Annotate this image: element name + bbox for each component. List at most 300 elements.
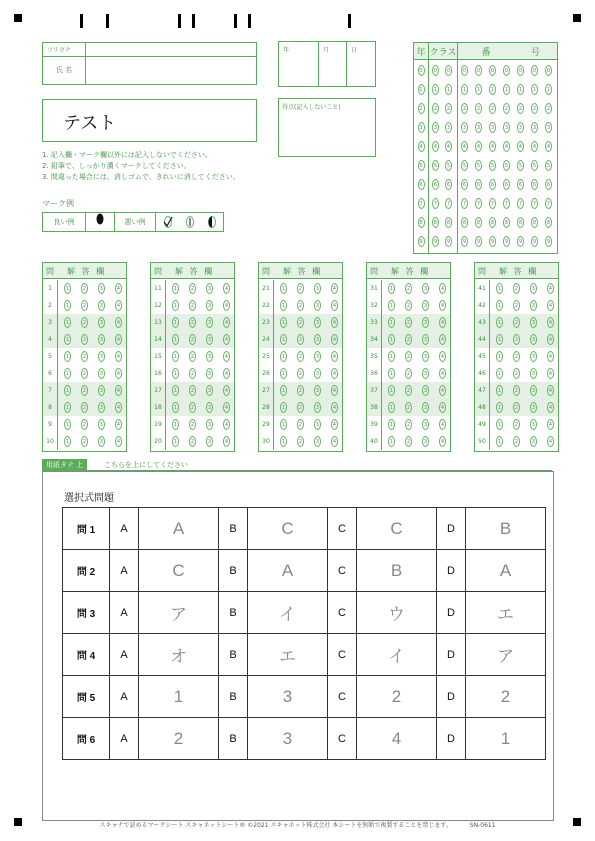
id-digit-bubble[interactable]: 4 bbox=[531, 141, 538, 152]
answer-bubble[interactable]: 4 bbox=[547, 300, 554, 311]
id-digit-bubble[interactable]: 4 bbox=[445, 141, 452, 152]
answer-bubble[interactable]: 4 bbox=[331, 317, 338, 328]
id-digit-bubble[interactable]: 8 bbox=[517, 217, 524, 228]
answer-bubble[interactable]: 4 bbox=[331, 334, 338, 345]
answer-bubble[interactable]: 4 bbox=[223, 334, 230, 345]
answer-bubble[interactable]: 4 bbox=[439, 419, 446, 430]
answer-bubble[interactable]: 2 bbox=[513, 402, 520, 413]
id-digit-bubble[interactable]: 3 bbox=[418, 122, 425, 133]
answer-bubble[interactable]: 2 bbox=[297, 351, 304, 362]
answer-bubble[interactable]: 2 bbox=[81, 317, 88, 328]
answer-bubble[interactable]: 1 bbox=[64, 368, 71, 379]
id-digit-bubble[interactable]: 3 bbox=[517, 122, 524, 133]
id-digit-bubble[interactable]: 6 bbox=[432, 179, 439, 190]
answer-bubble[interactable]: 3 bbox=[98, 368, 105, 379]
answer-bubble[interactable]: 2 bbox=[189, 402, 196, 413]
id-digit-bubble[interactable]: 7 bbox=[475, 198, 482, 209]
id-digit-bubble[interactable]: 0 bbox=[545, 65, 552, 76]
answer-bubble[interactable]: 1 bbox=[64, 317, 71, 328]
answer-bubble[interactable]: 3 bbox=[206, 283, 213, 294]
answer-bubble[interactable]: 3 bbox=[530, 402, 537, 413]
answer-bubble[interactable]: 3 bbox=[206, 300, 213, 311]
answer-bubble[interactable]: 1 bbox=[280, 283, 287, 294]
answer-bubble[interactable]: 3 bbox=[530, 436, 537, 447]
answer-bubble[interactable]: 4 bbox=[223, 419, 230, 430]
answer-bubble[interactable]: 3 bbox=[530, 351, 537, 362]
answer-bubble[interactable]: 4 bbox=[547, 402, 554, 413]
id-digit-bubble[interactable]: 3 bbox=[531, 122, 538, 133]
id-digit-bubble[interactable]: 0 bbox=[445, 65, 452, 76]
answer-bubble[interactable]: 3 bbox=[98, 334, 105, 345]
id-digit-bubble[interactable]: 5 bbox=[517, 160, 524, 171]
id-digit-bubble[interactable]: 4 bbox=[517, 141, 524, 152]
answer-bubble[interactable]: 3 bbox=[530, 334, 537, 345]
id-digit-bubble[interactable]: 1 bbox=[503, 84, 510, 95]
answer-bubble[interactable]: 1 bbox=[496, 334, 503, 345]
id-digit-bubble[interactable]: 9 bbox=[517, 236, 524, 247]
answer-bubble[interactable]: 4 bbox=[115, 385, 122, 396]
id-digit-bubble[interactable]: 7 bbox=[418, 198, 425, 209]
answer-bubble[interactable]: 1 bbox=[172, 419, 179, 430]
answer-bubble[interactable]: 4 bbox=[547, 368, 554, 379]
answer-bubble[interactable]: 1 bbox=[64, 419, 71, 430]
answer-bubble[interactable]: 4 bbox=[223, 385, 230, 396]
id-digit-bubble[interactable]: 4 bbox=[545, 141, 552, 152]
answer-bubble[interactable]: 1 bbox=[172, 283, 179, 294]
answer-bubble[interactable]: 1 bbox=[172, 317, 179, 328]
answer-bubble[interactable]: 1 bbox=[388, 317, 395, 328]
answer-bubble[interactable]: 1 bbox=[64, 300, 71, 311]
answer-bubble[interactable]: 3 bbox=[206, 419, 213, 430]
answer-bubble[interactable]: 1 bbox=[172, 402, 179, 413]
answer-bubble[interactable]: 1 bbox=[388, 368, 395, 379]
answer-bubble[interactable]: 4 bbox=[115, 368, 122, 379]
id-digit-bubble[interactable]: 7 bbox=[489, 198, 496, 209]
answer-bubble[interactable]: 3 bbox=[530, 419, 537, 430]
id-digit-bubble[interactable]: 1 bbox=[445, 84, 452, 95]
answer-bubble[interactable]: 2 bbox=[189, 283, 196, 294]
id-digit-bubble[interactable]: 3 bbox=[489, 122, 496, 133]
answer-bubble[interactable]: 1 bbox=[64, 436, 71, 447]
answer-bubble[interactable]: 3 bbox=[206, 436, 213, 447]
answer-bubble[interactable]: 3 bbox=[98, 436, 105, 447]
answer-bubble[interactable]: 2 bbox=[81, 283, 88, 294]
answer-bubble[interactable]: 4 bbox=[331, 351, 338, 362]
answer-bubble[interactable]: 2 bbox=[81, 334, 88, 345]
answer-bubble[interactable]: 4 bbox=[439, 436, 446, 447]
answer-bubble[interactable]: 2 bbox=[189, 436, 196, 447]
answer-bubble[interactable]: 3 bbox=[98, 419, 105, 430]
date-field[interactable] bbox=[278, 41, 376, 87]
answer-bubble[interactable]: 1 bbox=[388, 385, 395, 396]
id-digit-bubble[interactable]: 3 bbox=[461, 122, 468, 133]
id-digit-bubble[interactable]: 5 bbox=[489, 160, 496, 171]
id-digit-bubble[interactable]: 8 bbox=[461, 217, 468, 228]
answer-bubble[interactable]: 1 bbox=[388, 300, 395, 311]
answer-bubble[interactable]: 2 bbox=[81, 368, 88, 379]
answer-bubble[interactable]: 2 bbox=[513, 385, 520, 396]
answer-bubble[interactable]: 4 bbox=[439, 300, 446, 311]
answer-bubble[interactable]: 1 bbox=[280, 436, 287, 447]
answer-bubble[interactable]: 2 bbox=[189, 317, 196, 328]
answer-bubble[interactable]: 3 bbox=[98, 402, 105, 413]
answer-bubble[interactable]: 1 bbox=[280, 351, 287, 362]
answer-bubble[interactable]: 2 bbox=[81, 419, 88, 430]
answer-bubble[interactable]: 1 bbox=[280, 419, 287, 430]
answer-bubble[interactable]: 1 bbox=[172, 436, 179, 447]
answer-bubble[interactable]: 4 bbox=[223, 283, 230, 294]
answer-bubble[interactable]: 3 bbox=[422, 317, 429, 328]
id-digit-bubble[interactable]: 8 bbox=[475, 217, 482, 228]
answer-bubble[interactable]: 4 bbox=[547, 334, 554, 345]
answer-bubble[interactable]: 3 bbox=[422, 419, 429, 430]
id-digit-bubble[interactable]: 8 bbox=[545, 217, 552, 228]
id-digit-bubble[interactable]: 5 bbox=[418, 160, 425, 171]
id-digit-bubble[interactable]: 1 bbox=[475, 84, 482, 95]
answer-bubble[interactable]: 4 bbox=[115, 300, 122, 311]
answer-bubble[interactable]: 1 bbox=[496, 368, 503, 379]
answer-bubble[interactable]: 4 bbox=[223, 368, 230, 379]
answer-bubble[interactable]: 3 bbox=[422, 402, 429, 413]
id-digit-bubble[interactable]: 2 bbox=[503, 103, 510, 114]
answer-bubble[interactable]: 1 bbox=[64, 402, 71, 413]
id-digit-bubble[interactable]: 6 bbox=[531, 179, 538, 190]
answer-bubble[interactable]: 2 bbox=[189, 351, 196, 362]
answer-bubble[interactable]: 3 bbox=[314, 368, 321, 379]
answer-bubble[interactable]: 3 bbox=[422, 385, 429, 396]
id-digit-bubble[interactable]: 4 bbox=[489, 141, 496, 152]
answer-bubble[interactable]: 2 bbox=[405, 283, 412, 294]
id-digit-bubble[interactable]: 0 bbox=[489, 65, 496, 76]
answer-bubble[interactable]: 1 bbox=[388, 351, 395, 362]
answer-bubble[interactable]: 2 bbox=[513, 334, 520, 345]
id-digit-bubble[interactable]: 5 bbox=[461, 160, 468, 171]
answer-bubble[interactable]: 3 bbox=[422, 436, 429, 447]
answer-bubble[interactable]: 4 bbox=[223, 351, 230, 362]
id-digit-bubble[interactable]: 5 bbox=[432, 160, 439, 171]
name-field[interactable] bbox=[42, 56, 257, 85]
answer-bubble[interactable]: 2 bbox=[513, 368, 520, 379]
answer-bubble[interactable]: 1 bbox=[64, 334, 71, 345]
id-digit-bubble[interactable]: 3 bbox=[545, 122, 552, 133]
answer-bubble[interactable]: 2 bbox=[513, 300, 520, 311]
answer-bubble[interactable]: 2 bbox=[297, 419, 304, 430]
id-digit-bubble[interactable]: 9 bbox=[475, 236, 482, 247]
id-digit-bubble[interactable]: 6 bbox=[503, 179, 510, 190]
answer-bubble[interactable]: 3 bbox=[314, 402, 321, 413]
id-digit-bubble[interactable]: 0 bbox=[461, 65, 468, 76]
answer-bubble[interactable]: 2 bbox=[405, 436, 412, 447]
id-digit-bubble[interactable]: 8 bbox=[531, 217, 538, 228]
id-digit-bubble[interactable]: 3 bbox=[503, 122, 510, 133]
id-digit-bubble[interactable]: 7 bbox=[461, 198, 468, 209]
answer-bubble[interactable]: 2 bbox=[405, 317, 412, 328]
answer-bubble[interactable]: 4 bbox=[331, 402, 338, 413]
id-digit-bubble[interactable]: 0 bbox=[418, 65, 425, 76]
id-digit-bubble[interactable]: 9 bbox=[461, 236, 468, 247]
id-digit-bubble[interactable]: 2 bbox=[531, 103, 538, 114]
id-digit-bubble[interactable]: 2 bbox=[461, 103, 468, 114]
answer-bubble[interactable]: 4 bbox=[547, 419, 554, 430]
id-digit-bubble[interactable]: 1 bbox=[531, 84, 538, 95]
id-digit-bubble[interactable]: 0 bbox=[503, 65, 510, 76]
answer-bubble[interactable]: 2 bbox=[405, 368, 412, 379]
answer-bubble[interactable]: 3 bbox=[530, 300, 537, 311]
answer-bubble[interactable]: 3 bbox=[98, 317, 105, 328]
answer-bubble[interactable]: 3 bbox=[422, 368, 429, 379]
answer-bubble[interactable]: 1 bbox=[64, 385, 71, 396]
answer-bubble[interactable]: 3 bbox=[530, 283, 537, 294]
answer-bubble[interactable]: 4 bbox=[439, 317, 446, 328]
id-digit-bubble[interactable]: 4 bbox=[475, 141, 482, 152]
answer-bubble[interactable]: 1 bbox=[64, 351, 71, 362]
furigana-field[interactable] bbox=[42, 42, 257, 57]
answer-bubble[interactable]: 3 bbox=[314, 334, 321, 345]
answer-bubble[interactable]: 1 bbox=[172, 300, 179, 311]
answer-bubble[interactable]: 3 bbox=[98, 300, 105, 311]
answer-bubble[interactable]: 3 bbox=[98, 385, 105, 396]
answer-bubble[interactable]: 3 bbox=[206, 368, 213, 379]
id-digit-bubble[interactable]: 7 bbox=[432, 198, 439, 209]
answer-bubble[interactable]: 3 bbox=[206, 385, 213, 396]
answer-bubble[interactable]: 3 bbox=[422, 283, 429, 294]
answer-bubble[interactable]: 3 bbox=[314, 436, 321, 447]
answer-bubble[interactable]: 1 bbox=[280, 385, 287, 396]
id-digit-bubble[interactable]: 8 bbox=[489, 217, 496, 228]
id-digit-bubble[interactable]: 6 bbox=[489, 179, 496, 190]
answer-bubble[interactable]: 2 bbox=[189, 385, 196, 396]
answer-bubble[interactable]: 3 bbox=[98, 351, 105, 362]
id-digit-bubble[interactable]: 6 bbox=[475, 179, 482, 190]
answer-bubble[interactable]: 1 bbox=[280, 334, 287, 345]
answer-bubble[interactable]: 2 bbox=[513, 351, 520, 362]
id-digit-bubble[interactable]: 2 bbox=[432, 103, 439, 114]
answer-bubble[interactable]: 2 bbox=[405, 419, 412, 430]
answer-bubble[interactable]: 3 bbox=[530, 368, 537, 379]
answer-bubble[interactable]: 4 bbox=[331, 283, 338, 294]
answer-bubble[interactable]: 2 bbox=[81, 402, 88, 413]
answer-bubble[interactable]: 3 bbox=[530, 385, 537, 396]
answer-bubble[interactable]: 1 bbox=[496, 436, 503, 447]
id-digit-bubble[interactable]: 5 bbox=[531, 160, 538, 171]
id-digit-bubble[interactable]: 3 bbox=[445, 122, 452, 133]
answer-bubble[interactable]: 4 bbox=[223, 402, 230, 413]
id-digit-bubble[interactable]: 8 bbox=[418, 217, 425, 228]
answer-bubble[interactable]: 3 bbox=[530, 317, 537, 328]
answer-bubble[interactable]: 3 bbox=[314, 351, 321, 362]
id-digit-bubble[interactable]: 5 bbox=[503, 160, 510, 171]
answer-bubble[interactable]: 4 bbox=[439, 368, 446, 379]
id-digit-bubble[interactable]: 6 bbox=[418, 179, 425, 190]
answer-bubble[interactable]: 2 bbox=[405, 385, 412, 396]
id-digit-bubble[interactable]: 9 bbox=[503, 236, 510, 247]
answer-bubble[interactable]: 1 bbox=[388, 419, 395, 430]
answer-bubble[interactable]: 1 bbox=[388, 283, 395, 294]
answer-bubble[interactable]: 2 bbox=[405, 334, 412, 345]
answer-bubble[interactable]: 2 bbox=[513, 283, 520, 294]
answer-bubble[interactable]: 1 bbox=[496, 351, 503, 362]
answer-bubble[interactable]: 1 bbox=[388, 402, 395, 413]
id-digit-bubble[interactable]: 0 bbox=[432, 65, 439, 76]
answer-bubble[interactable]: 4 bbox=[331, 385, 338, 396]
answer-bubble[interactable]: 3 bbox=[314, 317, 321, 328]
answer-bubble[interactable]: 4 bbox=[547, 317, 554, 328]
answer-bubble[interactable]: 2 bbox=[297, 300, 304, 311]
answer-bubble[interactable]: 4 bbox=[115, 436, 122, 447]
answer-bubble[interactable]: 3 bbox=[98, 283, 105, 294]
answer-bubble[interactable]: 4 bbox=[547, 351, 554, 362]
answer-bubble[interactable]: 1 bbox=[172, 368, 179, 379]
id-digit-bubble[interactable]: 6 bbox=[445, 179, 452, 190]
id-digit-bubble[interactable]: 1 bbox=[517, 84, 524, 95]
answer-bubble[interactable]: 4 bbox=[223, 317, 230, 328]
id-digit-bubble[interactable]: 7 bbox=[545, 198, 552, 209]
answer-bubble[interactable]: 2 bbox=[297, 283, 304, 294]
answer-bubble[interactable]: 2 bbox=[297, 368, 304, 379]
answer-bubble[interactable]: 2 bbox=[513, 419, 520, 430]
answer-bubble[interactable]: 1 bbox=[496, 402, 503, 413]
answer-bubble[interactable]: 3 bbox=[206, 317, 213, 328]
id-digit-bubble[interactable]: 0 bbox=[475, 65, 482, 76]
answer-bubble[interactable]: 3 bbox=[206, 351, 213, 362]
id-digit-bubble[interactable]: 4 bbox=[503, 141, 510, 152]
answer-bubble[interactable]: 1 bbox=[496, 317, 503, 328]
answer-bubble[interactable]: 2 bbox=[81, 385, 88, 396]
id-digit-bubble[interactable]: 8 bbox=[503, 217, 510, 228]
answer-bubble[interactable]: 4 bbox=[115, 283, 122, 294]
answer-bubble[interactable]: 1 bbox=[280, 300, 287, 311]
id-digit-bubble[interactable]: 5 bbox=[545, 160, 552, 171]
id-digit-bubble[interactable]: 4 bbox=[418, 141, 425, 152]
answer-bubble[interactable]: 1 bbox=[280, 402, 287, 413]
answer-bubble[interactable]: 4 bbox=[547, 385, 554, 396]
id-digit-bubble[interactable]: 2 bbox=[489, 103, 496, 114]
answer-bubble[interactable]: 1 bbox=[280, 317, 287, 328]
answer-bubble[interactable]: 4 bbox=[115, 317, 122, 328]
id-digit-bubble[interactable]: 9 bbox=[445, 236, 452, 247]
id-digit-bubble[interactable]: 9 bbox=[432, 236, 439, 247]
id-digit-bubble[interactable]: 5 bbox=[445, 160, 452, 171]
answer-bubble[interactable]: 1 bbox=[496, 419, 503, 430]
id-digit-bubble[interactable]: 3 bbox=[475, 122, 482, 133]
answer-bubble[interactable]: 4 bbox=[115, 402, 122, 413]
id-digit-bubble[interactable]: 8 bbox=[432, 217, 439, 228]
answer-bubble[interactable]: 3 bbox=[314, 300, 321, 311]
id-digit-bubble[interactable]: 6 bbox=[517, 179, 524, 190]
id-digit-bubble[interactable]: 2 bbox=[475, 103, 482, 114]
answer-bubble[interactable]: 2 bbox=[297, 317, 304, 328]
id-digit-bubble[interactable]: 5 bbox=[475, 160, 482, 171]
answer-bubble[interactable]: 1 bbox=[64, 283, 71, 294]
answer-bubble[interactable]: 1 bbox=[388, 436, 395, 447]
answer-bubble[interactable]: 4 bbox=[439, 385, 446, 396]
answer-bubble[interactable]: 4 bbox=[439, 351, 446, 362]
answer-bubble[interactable]: 4 bbox=[115, 351, 122, 362]
answer-bubble[interactable]: 1 bbox=[496, 385, 503, 396]
id-digit-bubble[interactable]: 1 bbox=[545, 84, 552, 95]
id-digit-bubble[interactable]: 1 bbox=[418, 84, 425, 95]
id-digit-bubble[interactable]: 6 bbox=[545, 179, 552, 190]
answer-bubble[interactable]: 2 bbox=[297, 436, 304, 447]
answer-bubble[interactable]: 2 bbox=[513, 436, 520, 447]
id-digit-bubble[interactable]: 0 bbox=[531, 65, 538, 76]
id-digit-bubble[interactable]: 2 bbox=[445, 103, 452, 114]
answer-bubble[interactable]: 4 bbox=[439, 334, 446, 345]
answer-bubble[interactable]: 2 bbox=[81, 300, 88, 311]
id-digit-bubble[interactable]: 9 bbox=[418, 236, 425, 247]
answer-bubble[interactable]: 2 bbox=[189, 334, 196, 345]
answer-bubble[interactable]: 1 bbox=[280, 368, 287, 379]
answer-bubble[interactable]: 4 bbox=[331, 300, 338, 311]
answer-bubble[interactable]: 3 bbox=[314, 385, 321, 396]
id-digit-bubble[interactable]: 2 bbox=[418, 103, 425, 114]
answer-bubble[interactable]: 4 bbox=[115, 334, 122, 345]
answer-bubble[interactable]: 3 bbox=[314, 419, 321, 430]
answer-bubble[interactable]: 1 bbox=[496, 300, 503, 311]
answer-bubble[interactable]: 2 bbox=[189, 419, 196, 430]
answer-bubble[interactable]: 2 bbox=[405, 402, 412, 413]
answer-bubble[interactable]: 2 bbox=[81, 351, 88, 362]
answer-bubble[interactable]: 1 bbox=[496, 283, 503, 294]
answer-bubble[interactable]: 2 bbox=[513, 317, 520, 328]
id-digit-bubble[interactable]: 4 bbox=[432, 141, 439, 152]
id-digit-bubble[interactable]: 9 bbox=[531, 236, 538, 247]
answer-bubble[interactable]: 2 bbox=[297, 402, 304, 413]
id-digit-bubble[interactable]: 9 bbox=[545, 236, 552, 247]
answer-bubble[interactable]: 4 bbox=[223, 436, 230, 447]
id-digit-bubble[interactable]: 7 bbox=[517, 198, 524, 209]
id-digit-bubble[interactable]: 7 bbox=[531, 198, 538, 209]
id-digit-bubble[interactable]: 7 bbox=[445, 198, 452, 209]
id-digit-bubble[interactable]: 2 bbox=[545, 103, 552, 114]
answer-bubble[interactable]: 4 bbox=[331, 368, 338, 379]
answer-bubble[interactable]: 3 bbox=[314, 283, 321, 294]
answer-bubble[interactable]: 4 bbox=[547, 436, 554, 447]
answer-bubble[interactable]: 4 bbox=[223, 300, 230, 311]
answer-bubble[interactable]: 4 bbox=[439, 283, 446, 294]
id-digit-bubble[interactable]: 6 bbox=[461, 179, 468, 190]
answer-bubble[interactable]: 2 bbox=[405, 300, 412, 311]
id-digit-bubble[interactable]: 9 bbox=[489, 236, 496, 247]
answer-bubble[interactable]: 4 bbox=[439, 402, 446, 413]
answer-bubble[interactable]: 1 bbox=[172, 385, 179, 396]
answer-bubble[interactable]: 2 bbox=[297, 334, 304, 345]
answer-bubble[interactable]: 4 bbox=[115, 419, 122, 430]
answer-bubble[interactable]: 3 bbox=[422, 300, 429, 311]
answer-bubble[interactable]: 4 bbox=[331, 419, 338, 430]
answer-bubble[interactable]: 1 bbox=[388, 334, 395, 345]
id-digit-bubble[interactable]: 0 bbox=[517, 65, 524, 76]
answer-bubble[interactable]: 4 bbox=[547, 283, 554, 294]
answer-bubble[interactable]: 2 bbox=[189, 300, 196, 311]
answer-bubble[interactable]: 3 bbox=[422, 334, 429, 345]
answer-bubble[interactable]: 2 bbox=[405, 351, 412, 362]
answer-bubble[interactable]: 2 bbox=[297, 385, 304, 396]
answer-bubble[interactable]: 3 bbox=[422, 351, 429, 362]
answer-bubble[interactable]: 3 bbox=[206, 334, 213, 345]
answer-bubble[interactable]: 2 bbox=[189, 368, 196, 379]
answer-bubble[interactable]: 1 bbox=[172, 351, 179, 362]
id-digit-bubble[interactable]: 8 bbox=[445, 217, 452, 228]
id-digit-bubble[interactable]: 7 bbox=[503, 198, 510, 209]
id-digit-bubble[interactable]: 4 bbox=[461, 141, 468, 152]
answer-bubble[interactable]: 3 bbox=[206, 402, 213, 413]
id-digit-bubble[interactable]: 2 bbox=[517, 103, 524, 114]
id-digit-bubble[interactable]: 1 bbox=[432, 84, 439, 95]
id-digit-bubble[interactable]: 1 bbox=[489, 84, 496, 95]
answer-bubble[interactable]: 1 bbox=[172, 334, 179, 345]
answer-bubble[interactable]: 4 bbox=[331, 436, 338, 447]
